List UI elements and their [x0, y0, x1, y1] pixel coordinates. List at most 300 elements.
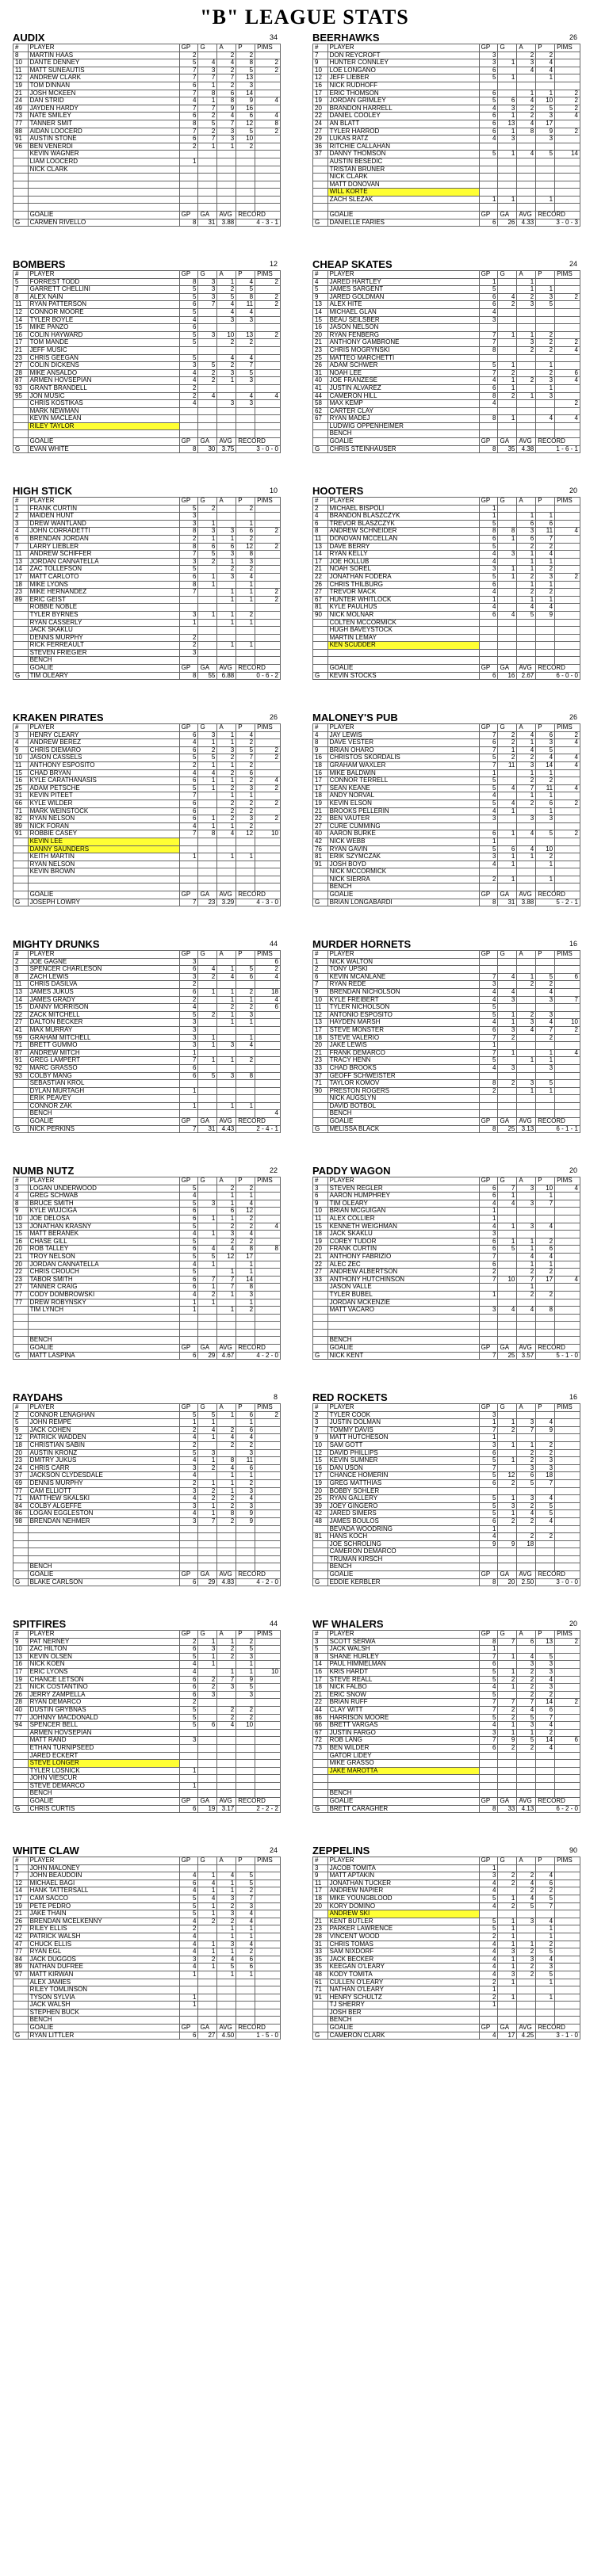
- player-name: PATRICK WALSH: [28, 1933, 179, 1941]
- goalie-header-row: [313, 1118, 580, 1126]
- goalie-stat: 4.83: [217, 1578, 236, 1586]
- player-row: [13, 407, 281, 415]
- goalie-header-cell: GOALIE: [28, 665, 179, 673]
- player-name: ANDREW MITCH: [28, 1049, 179, 1057]
- player-row: [13, 1449, 281, 1457]
- goalie-header-cell: GP: [179, 2025, 198, 2032]
- player-row: [13, 1479, 281, 1487]
- stat-cell: 10: [498, 1276, 517, 1284]
- player-row: [313, 1737, 580, 1745]
- stat-cell: 6: [179, 777, 198, 785]
- stat-cell: 5: [536, 1653, 555, 1661]
- stat-cell: 2: [536, 777, 555, 785]
- stat-cell: 98: [13, 1517, 29, 1525]
- stat-cell: [536, 1775, 555, 1783]
- stat-cell: [555, 543, 580, 551]
- stat-cell: 2: [198, 1011, 217, 1019]
- player-row: [313, 1026, 580, 1034]
- player-row: [13, 1102, 281, 1110]
- player-row: [313, 754, 580, 762]
- stat-cell: 4: [236, 1231, 255, 1238]
- column-header: A: [217, 1857, 236, 1865]
- player-row: [313, 1215, 580, 1223]
- stat-cell: 6: [517, 520, 536, 528]
- stat-cell: [555, 1752, 580, 1760]
- stat-cell: [536, 181, 555, 189]
- player-row: [13, 113, 281, 120]
- stat-cell: 3: [236, 784, 255, 792]
- stat-cell: [236, 2017, 255, 2025]
- stat-cell: 5: [198, 362, 217, 370]
- stat-cell: 7: [217, 74, 236, 82]
- player-name: MARTIN HAAS: [28, 52, 179, 59]
- stat-cell: 28: [313, 1933, 328, 1941]
- player-name: JACKSON CLYDESDALE: [28, 1472, 179, 1480]
- player-row: [13, 520, 281, 528]
- stat-cell: 3: [198, 1200, 217, 1208]
- stat-cell: [236, 1790, 255, 1798]
- stat-cell: 8: [479, 1638, 498, 1646]
- player-name: DYLAN MURTAGH: [28, 1087, 179, 1095]
- stat-cell: [498, 1775, 517, 1783]
- stat-cell: [255, 1426, 281, 1434]
- stat-cell: [498, 2002, 517, 2009]
- team-points: 20: [569, 1166, 577, 1174]
- stat-cell: 6: [179, 1208, 198, 1215]
- stat-cell: 16: [313, 754, 328, 762]
- player-name: NICK SIERRA: [327, 876, 479, 883]
- stat-cell: 44: [313, 392, 328, 400]
- stat-cell: [313, 1284, 328, 1292]
- stat-cell: 5: [536, 746, 555, 754]
- stat-cell: [313, 1110, 328, 1118]
- goalie-stat: 6 - 2 - 0: [536, 1805, 580, 1813]
- stat-cell: 2: [555, 339, 580, 347]
- player-name: NATE SMILEY: [28, 113, 179, 120]
- player-name: CAMERON HILL: [327, 392, 479, 400]
- stat-cell: 4: [479, 105, 498, 113]
- stat-cell: [498, 90, 517, 97]
- team-section: [312, 938, 580, 1165]
- stat-cell: [517, 996, 536, 1004]
- stat-cell: 77: [13, 1487, 29, 1495]
- stat-cell: 1: [479, 1434, 498, 1442]
- stat-cell: 1: [236, 619, 255, 627]
- stat-cell: 2: [217, 1918, 236, 1925]
- stat-cell: 14: [555, 151, 580, 158]
- stat-cell: [555, 1253, 580, 1261]
- stat-cell: [236, 422, 255, 430]
- player-name: BENCH: [28, 1110, 179, 1118]
- player-name: VINCENT WOOD: [327, 1933, 479, 1941]
- player-row: [313, 1790, 580, 1798]
- stat-cell: 4: [217, 1464, 236, 1472]
- stat-cell: 3: [479, 52, 498, 59]
- stat-cell: 1: [217, 1668, 236, 1676]
- stat-cell: [13, 1729, 29, 1737]
- stat-cell: 21: [313, 1918, 328, 1925]
- stat-cell: 1: [217, 822, 236, 830]
- stat-cell: [555, 1502, 580, 1510]
- stat-cell: 4: [479, 1948, 498, 1956]
- stat-cell: 1: [536, 1994, 555, 2002]
- stat-cell: 1: [517, 1057, 536, 1065]
- team-points: 24: [569, 260, 577, 268]
- team-name: RAYDAHS: [13, 1391, 63, 1403]
- stat-cell: [198, 1269, 217, 1277]
- stat-cell: 11: [13, 301, 29, 309]
- player-name: RYAN GALLERY: [327, 1495, 479, 1503]
- stat-cell: [236, 1979, 255, 1986]
- stat-cell: [555, 1299, 580, 1307]
- goalie-stat: 3 - 0 - 3: [536, 219, 580, 227]
- stat-cell: 1: [198, 1887, 217, 1895]
- player-name: ARMEN HOVSEPIAN: [28, 377, 179, 385]
- stat-cell: 26: [13, 1918, 29, 1925]
- column-header: P: [536, 724, 555, 732]
- stat-cell: 77: [13, 1299, 29, 1307]
- stat-cell: [255, 1299, 281, 1307]
- column-header: A: [517, 1404, 536, 1412]
- player-name: DANTE DENNEY: [28, 59, 179, 67]
- stat-cell: [255, 1684, 281, 1692]
- stat-cell: 3: [536, 377, 555, 385]
- player-name: MICHAEL BAGI: [28, 1880, 179, 1887]
- player-row: [13, 784, 281, 792]
- stat-cell: [255, 74, 281, 82]
- column-header: G: [198, 724, 217, 732]
- stat-cell: [255, 1449, 281, 1457]
- team-points: 24: [269, 1846, 278, 1854]
- player-name: JAMES SARGENT: [327, 286, 479, 294]
- stat-cell: [555, 746, 580, 754]
- stat-cell: 9: [313, 1200, 328, 1208]
- stat-cell: [198, 1095, 217, 1103]
- player-name: JAMES GRADY: [28, 996, 179, 1004]
- stat-cell: [198, 1004, 217, 1012]
- player-name: FORREST TODD: [28, 278, 179, 286]
- player-name: KEVIN SUMNER: [327, 1457, 479, 1465]
- stat-cell: 72: [313, 1737, 328, 1745]
- column-header: PIMS: [255, 724, 281, 732]
- stat-cell: 4: [217, 1722, 236, 1730]
- stat-cell: [517, 1775, 536, 1783]
- stat-cell: 15: [13, 324, 29, 332]
- stat-cell: 8: [198, 90, 217, 97]
- player-row: [13, 1895, 281, 1902]
- stat-cell: 2: [313, 505, 328, 513]
- stat-cell: 7: [498, 1699, 517, 1707]
- stat-cell: 3: [236, 377, 255, 385]
- player-row: [13, 1019, 281, 1027]
- player-row: [13, 1691, 281, 1699]
- stat-cell: 7: [179, 1057, 198, 1065]
- player-row: [13, 1208, 281, 1215]
- player-row: [313, 611, 580, 619]
- team-name: HOOTERS: [312, 485, 364, 497]
- stat-cell: 2: [479, 1087, 498, 1095]
- stat-cell: 1: [13, 505, 29, 513]
- stat-cell: [217, 1729, 236, 1737]
- goalie-name: TIM OLEARY: [28, 672, 179, 680]
- player-name: SHANE HURLEY: [327, 1653, 479, 1661]
- goalie-header-row: [13, 665, 281, 673]
- goalie-stat: 27: [198, 2032, 217, 2040]
- stat-cell: [517, 1110, 536, 1118]
- stat-cell: [498, 1284, 517, 1292]
- player-row: [13, 513, 281, 521]
- player-row: [313, 204, 580, 212]
- stat-cell: 5: [479, 777, 498, 785]
- stat-cell: 15: [13, 1231, 29, 1238]
- stat-cell: 1: [479, 1646, 498, 1654]
- stat-cell: 3: [536, 573, 555, 581]
- stat-cell: [536, 1215, 555, 1223]
- stat-cell: 5: [179, 1200, 198, 1208]
- stat-cell: [217, 324, 236, 332]
- stat-cell: 1: [198, 1510, 217, 1518]
- player-row: [13, 189, 281, 197]
- stat-cell: 3: [217, 135, 236, 143]
- stat-cell: 2: [255, 754, 281, 762]
- stat-cell: [179, 415, 198, 423]
- stat-cell: 1: [313, 958, 328, 966]
- stat-cell: [517, 82, 536, 90]
- stat-cell: [313, 1767, 328, 1775]
- stat-cell: 20: [313, 1902, 328, 1910]
- player-row: [313, 1034, 580, 1042]
- stat-cell: [198, 1102, 217, 1110]
- stat-cell: [313, 422, 328, 430]
- stat-cell: [517, 505, 536, 513]
- stat-cell: [555, 1479, 580, 1487]
- goalie-stat: 3.13: [517, 1125, 536, 1133]
- stat-cell: [536, 1072, 555, 1080]
- stats-table: [312, 270, 580, 453]
- stat-cell: 1: [217, 535, 236, 543]
- column-header-row: [313, 271, 580, 279]
- stat-cell: [498, 2009, 517, 2017]
- stat-cell: [255, 761, 281, 769]
- player-name: ANTONIO ESPOSITO: [327, 1011, 479, 1019]
- goalie-name: NICK KENT: [327, 1352, 479, 1360]
- stat-cell: [236, 1729, 255, 1737]
- stat-cell: 91: [13, 830, 29, 838]
- stat-cell: [217, 392, 236, 400]
- player-name: CHRIS TOMAS: [327, 1941, 479, 1948]
- player-name: JORDAN CANNATELLA: [28, 1261, 179, 1269]
- player-name: CAM ELLIOTT: [28, 1487, 179, 1495]
- stat-cell: [517, 308, 536, 316]
- stat-cell: 1: [517, 1441, 536, 1449]
- stat-cell: 6: [498, 845, 517, 853]
- player-name: KRIS HARDT: [327, 1668, 479, 1676]
- team-header: [13, 485, 281, 497]
- stat-cell: [555, 1910, 580, 1918]
- player-row: [13, 1864, 281, 1872]
- stat-cell: [236, 324, 255, 332]
- stat-cell: [255, 1261, 281, 1269]
- stat-cell: [517, 422, 536, 430]
- player-row: [313, 1684, 580, 1692]
- stat-cell: 1: [498, 59, 517, 67]
- stat-cell: 1: [198, 777, 217, 785]
- stat-cell: [255, 1495, 281, 1503]
- player-row: [313, 528, 580, 536]
- goalie-header-cell: AVG: [517, 1345, 536, 1353]
- player-row: [13, 1986, 281, 1994]
- stat-cell: 4: [555, 1276, 580, 1284]
- player-row: [13, 1540, 281, 1548]
- player-row: [313, 619, 580, 627]
- stat-cell: 4: [179, 1291, 198, 1299]
- stat-cell: 5: [517, 1902, 536, 1910]
- stat-cell: [13, 1790, 29, 1798]
- column-header: PLAYER: [28, 724, 179, 732]
- player-row: [13, 308, 281, 316]
- stat-cell: [198, 1782, 217, 1790]
- stat-cell: 1: [217, 558, 236, 566]
- stat-cell: [555, 845, 580, 853]
- stat-cell: 17: [313, 90, 328, 97]
- player-row: [313, 1261, 580, 1269]
- stat-cell: 1: [179, 1299, 198, 1307]
- stat-cell: [255, 505, 281, 513]
- stats-table: [312, 1177, 580, 1360]
- stat-cell: [555, 1200, 580, 1208]
- goalie-stat: G: [313, 1805, 328, 1813]
- player-name: BRENDAN MCELKENNY: [28, 1918, 179, 1925]
- player-row: [313, 815, 580, 823]
- stat-cell: 5: [536, 973, 555, 981]
- stat-cell: [555, 1337, 580, 1345]
- stat-cell: [179, 1095, 198, 1103]
- stat-cell: [479, 1760, 498, 1768]
- player-name: TYLER BOYLE: [28, 316, 179, 324]
- stat-cell: [517, 634, 536, 642]
- stat-cell: 4: [236, 354, 255, 362]
- player-row: [313, 1322, 580, 1330]
- stat-cell: [313, 649, 328, 657]
- stat-cell: [536, 1760, 555, 1768]
- stat-cell: 1: [217, 1487, 236, 1495]
- player-row: [13, 143, 281, 151]
- stat-cell: 10: [13, 1215, 29, 1223]
- team-points: 10: [269, 487, 278, 494]
- stat-cell: 66: [13, 800, 29, 807]
- stat-cell: [555, 581, 580, 589]
- stat-cell: [536, 657, 555, 665]
- stat-cell: 1: [536, 513, 555, 521]
- column-header: G: [198, 1177, 217, 1185]
- stat-cell: 4: [498, 988, 517, 996]
- player-row: [313, 1019, 580, 1027]
- stat-cell: 48: [313, 1971, 328, 1979]
- column-header: A: [517, 44, 536, 52]
- goalie-stat: 6: [179, 1352, 198, 1360]
- team-header: [312, 938, 580, 950]
- stat-cell: [536, 1042, 555, 1050]
- goalie-stat: 8: [479, 899, 498, 906]
- stat-cell: [255, 1918, 281, 1925]
- stat-cell: [236, 1337, 255, 1345]
- stat-cell: 1: [517, 853, 536, 861]
- player-row: [313, 649, 580, 657]
- stat-cell: 5: [179, 331, 198, 339]
- player-name: JACOB TOMITA: [327, 1864, 479, 1872]
- player-name: HENRY SCHULTZ: [327, 1994, 479, 2002]
- player-row: [13, 754, 281, 762]
- team-name: CHEAP SKATES: [312, 258, 393, 270]
- stat-cell: [555, 1208, 580, 1215]
- stat-cell: 6: [479, 128, 498, 135]
- goalie-stat: G: [13, 219, 29, 227]
- stat-cell: [255, 558, 281, 566]
- stat-cell: [255, 369, 281, 377]
- stat-cell: [498, 883, 517, 891]
- stat-cell: 3: [536, 1457, 555, 1465]
- stat-cell: [179, 1986, 198, 1994]
- stat-cell: 6: [479, 1744, 498, 1752]
- stat-cell: 1: [479, 1419, 498, 1427]
- stat-cell: 10: [313, 1208, 328, 1215]
- player-name: KODY TOMITA: [327, 1971, 479, 1979]
- team-name: AUDIX: [13, 32, 45, 44]
- stat-cell: 1: [536, 876, 555, 883]
- stat-cell: [198, 604, 217, 612]
- stat-cell: 7: [479, 1049, 498, 1057]
- player-name: JONATHAN FODERA: [327, 573, 479, 581]
- player-row: [13, 566, 281, 574]
- stat-cell: [217, 634, 236, 642]
- stat-cell: [517, 166, 536, 174]
- stat-cell: 7: [198, 1276, 217, 1284]
- goalie-header-cell: GP: [179, 891, 198, 899]
- stat-cell: [555, 1314, 580, 1322]
- stat-cell: 6: [236, 113, 255, 120]
- stat-cell: 6: [555, 1737, 580, 1745]
- stat-cell: [313, 1525, 328, 1533]
- stat-cell: [179, 204, 198, 212]
- stat-cell: [255, 535, 281, 543]
- stat-cell: [555, 657, 580, 665]
- stat-cell: 27: [313, 1269, 328, 1277]
- goalie-stat: 6: [179, 1578, 198, 1586]
- player-row: [13, 1042, 281, 1050]
- column-header: GP: [479, 724, 498, 732]
- stat-cell: [179, 181, 198, 189]
- stat-cell: [517, 354, 536, 362]
- stat-cell: 2: [555, 1638, 580, 1646]
- stat-cell: 3: [517, 59, 536, 67]
- stat-cell: 3: [479, 1872, 498, 1880]
- stat-cell: [498, 143, 517, 151]
- stat-cell: 4: [536, 1419, 555, 1427]
- stat-cell: 1: [498, 1668, 517, 1676]
- player-row: [313, 362, 580, 370]
- stat-cell: [517, 2002, 536, 2009]
- stat-cell: 7: [217, 1276, 236, 1284]
- stat-cell: 14: [13, 566, 29, 574]
- stat-cell: [198, 1441, 217, 1449]
- stat-cell: [198, 861, 217, 868]
- player-row: [313, 1880, 580, 1887]
- stat-cell: 6: [479, 1479, 498, 1487]
- stat-cell: 4: [536, 1918, 555, 1925]
- player-name: DREW WANTLAND: [28, 520, 179, 528]
- stat-cell: [498, 1986, 517, 1994]
- stat-cell: 8: [479, 392, 498, 400]
